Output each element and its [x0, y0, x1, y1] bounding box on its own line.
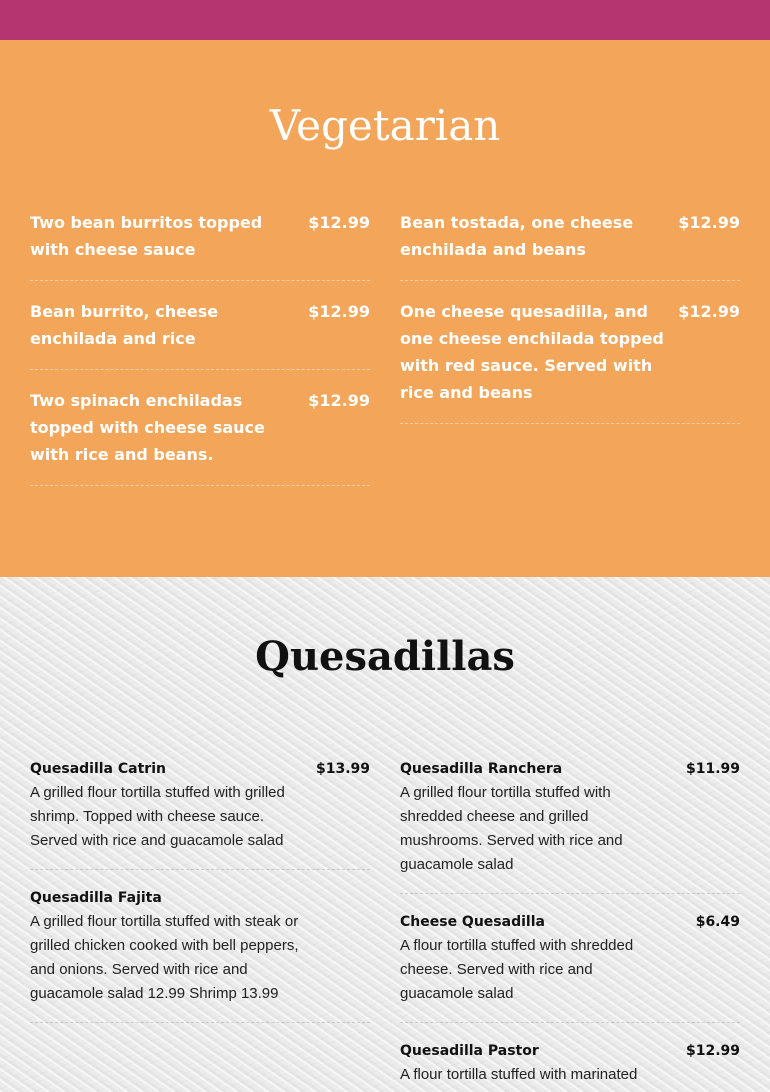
vegetarian-right-column	[400, 209, 740, 503]
menu-item-description: A flour tortilla stuffed with marinated	[400, 1066, 638, 1083]
menu-item-name: Quesadilla Ranchera	[400, 761, 563, 777]
menu-item-price: $12.99	[308, 302, 370, 321]
menu-item	[30, 387, 370, 486]
menu-item-name: Bean burrito, cheese enchilada and rice	[30, 302, 219, 348]
menu-item-name: Cheese Quesadilla	[400, 914, 545, 930]
menu-item	[400, 209, 740, 281]
menu-item-price: $11.99	[685, 761, 740, 777]
menu-item	[400, 759, 740, 894]
menu-item-price: $6.49	[695, 914, 740, 930]
menu-item	[400, 298, 740, 424]
menu-item-name: Bean tostada, one cheese enchilada and beans	[400, 213, 634, 259]
menu-item-name: Quesadilla Pastor	[400, 1043, 539, 1059]
menu-item-name: Quesadilla Fajita	[30, 890, 162, 906]
menu-item	[400, 912, 740, 1023]
menu-item	[30, 888, 370, 1023]
menu-item	[30, 209, 370, 281]
menu-item-price: $12.99	[678, 302, 740, 321]
menu-item-description: A grilled flour tortilla stuffed with steak or grilled chicken cooked with bell peppers, and onions. Served with rice and guacamole salad 12.99 Shrimp 13.99	[30, 913, 299, 1002]
menu-item	[30, 298, 370, 370]
quesadillas-left-column	[30, 759, 370, 1092]
menu-item-price: $12.99	[308, 213, 370, 232]
top-color-bar	[0, 0, 770, 40]
quesadillas-title: Quesadillas	[255, 633, 515, 680]
quesadillas-right-column	[400, 759, 740, 1092]
menu-item-description: A flour tortilla stuffed with shredded cheese. Served with rice and guacamole salad	[400, 937, 634, 1002]
menu-item	[400, 1041, 740, 1092]
menu-item-price: $12.99	[678, 213, 740, 232]
menu-item-name: Two bean burritos topped with cheese sauce	[30, 213, 263, 259]
quesadillas-section	[0, 577, 770, 1092]
menu-item	[30, 759, 370, 870]
menu-item-price: $13.99	[315, 761, 370, 777]
vegetarian-section	[0, 40, 770, 577]
vegetarian-title: Vegetarian	[269, 101, 501, 150]
menu-item-name: One cheese quesadilla, and one cheese enchilada topped with red sauce. Served with rice and beans	[400, 302, 664, 402]
vegetarian-left-column	[30, 209, 370, 503]
menu-item-name: Quesadilla Catrin	[30, 761, 166, 777]
menu-item-description: A grilled flour tortilla stuffed with shredded cheese and grilled mushrooms. Served with rice and guacamole salad	[400, 784, 623, 873]
menu-item-price: $12.99	[308, 391, 370, 410]
menu-item-name: Two spinach enchiladas topped with cheese sauce with rice and beans.	[30, 391, 265, 464]
menu-item-price: $12.99	[685, 1043, 740, 1059]
menu-item-description: A grilled flour tortilla stuffed with grilled shrimp. Topped with cheese sauce. Served with rice and guacamole salad	[30, 784, 285, 849]
